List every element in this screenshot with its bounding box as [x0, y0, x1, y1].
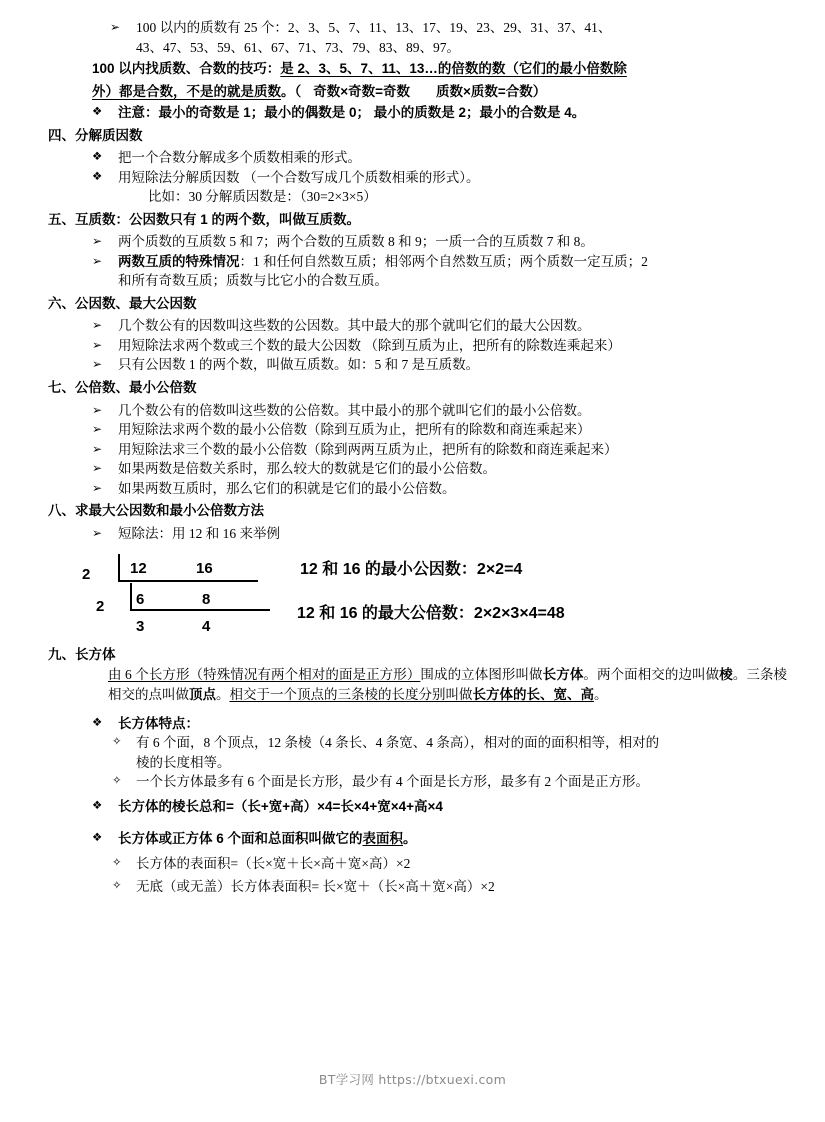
cuboid-feature-0: 有 6 个面，8 个顶点，12 条棱（4 条长、4 条宽、4 条高），相对的面的面积相等，相对的	[136, 735, 660, 751]
arrow-bullet-icon: ➢	[92, 461, 103, 476]
list-item	[0, 252, 825, 272]
list-item	[0, 401, 825, 421]
cuboid-term-3: 顶点	[189, 687, 216, 703]
list-item	[0, 316, 825, 336]
section-5-special-line2: 和所有奇数互质；质数与比它小的合数互质。	[118, 273, 388, 289]
cuboid-feature-1: 一个长方体最多有 6 个面是长方形，最少有 4 个面是长方形，最多有 2 个面是正方形。	[136, 773, 649, 789]
section-7-item-0: 几个数公有的倍数叫这些数的公倍数。其中最小的那个就叫它们的最小公倍数。	[118, 402, 591, 418]
division-equation-1: 12 和 16 的最小公因数：2×2=4	[300, 560, 523, 578]
arrow-bullet-icon: ➢	[92, 357, 103, 372]
division-quotient-right-1: 8	[202, 590, 211, 608]
list-item	[0, 772, 825, 792]
section-title-8: 求最大公因数和最小公倍数方法	[75, 503, 264, 519]
division-divisor-2: 2	[96, 597, 105, 615]
section-number-7: 七、	[48, 379, 75, 395]
cuboid-term-5: 宽、高	[553, 687, 594, 703]
section-heading-5	[0, 207, 825, 233]
cuboid-edge-sum-formula: 长方体的棱长总和=（长+宽+高）×4=长×4+宽×4+高×4	[118, 799, 443, 815]
note-item	[0, 103, 825, 123]
arrow-bullet-icon: ➢	[92, 318, 103, 333]
tip-tail: 。（	[281, 83, 302, 99]
tip-label: 100 以内找质数、合数的技巧：	[92, 60, 281, 76]
list-item	[0, 733, 825, 753]
list-item	[0, 355, 825, 375]
division-horizontal-rule-1	[118, 580, 258, 582]
tip-rule-1: 奇数×奇数=奇数	[313, 83, 411, 99]
list-item	[0, 420, 825, 440]
cuboid-def-text-3: 的边叫做	[664, 667, 720, 683]
tip-underlined-1: 是 2、3、5、7、11、13…的倍数的数（它们的最小倍数除	[280, 60, 627, 76]
section-title-7: 公倍数、最小公倍数	[75, 379, 197, 395]
arrow-bullet-icon: ➢	[92, 422, 103, 437]
short-division-figure	[0, 550, 825, 642]
section-6-item-2: 只有公因数 1 的两个数，叫做互质数。如：5 和 7 是互质数。	[118, 357, 480, 373]
document-content	[0, 18, 825, 897]
surface-area-formula-1: 无底（或无盖）长方体表面积= 长×宽＋（长×高＋宽×高）×2	[136, 879, 495, 895]
arrow-bullet-icon: ➢	[92, 441, 103, 456]
list-item	[0, 336, 825, 356]
cuboid-feature-0-cont: 棱的长度相等。	[136, 754, 231, 770]
cuboid-definition-paragraph	[0, 665, 825, 706]
list-item	[0, 479, 825, 499]
cuboid-def-underlined-1: 由 6 个长方形（特殊情况有两个相对的面是正方形）	[108, 667, 421, 683]
division-horizontal-rule-2	[130, 609, 270, 611]
cuboid-features-label: 长方体特点：	[118, 715, 199, 731]
section-title-6: 公因数、最大公因数	[75, 295, 197, 311]
diamond-bullet-icon: ❖	[92, 798, 103, 813]
list-item	[0, 232, 825, 252]
section-7-item-4: 如果两数互质时，那么它们的积就是它们的最小公倍数。	[118, 480, 456, 496]
diamond-bullet-icon: ❖	[92, 149, 103, 164]
division-quotient-left-2: 3	[136, 617, 145, 635]
cuboid-def-underlined-2: 相交于一个顶点的三条棱的长度分别叫做	[229, 687, 473, 703]
section-4-item-0: 把一个合数分解成多个质数相乘的形式。	[118, 150, 361, 166]
cuboid-term-4: 长方体的长、	[472, 687, 554, 703]
section-number-4: 四、	[48, 127, 75, 143]
section-5-special-text: ：1 和任何自然数互质；相邻两个自然数互质；两个质数一定互质；2	[239, 253, 648, 269]
list-item	[0, 148, 825, 168]
primes-note: 注意：最小的奇数是 1；最小的偶数是 0； 最小的质数是 2；最小的合数是 4。	[118, 105, 586, 121]
primes-line-1: 100 以内的质数有 25 个：2、3、5、7、11、13、17、19、23、29、31、37、41、	[136, 20, 612, 35]
division-dividend-right: 16	[196, 559, 213, 577]
section-heading-7	[0, 375, 825, 401]
division-quotient-left-1: 6	[136, 590, 145, 608]
list-item	[0, 877, 825, 897]
star-bullet-icon: ✧	[112, 878, 122, 893]
list-item	[0, 714, 825, 734]
cuboid-def-text-6: 。	[594, 687, 608, 703]
section-title-9: 长方体	[75, 646, 116, 662]
section-heading-6	[0, 291, 825, 317]
list-item	[0, 440, 825, 460]
list-item	[0, 459, 825, 479]
surface-area-term: 表面积	[362, 831, 404, 847]
prime-composite-tip	[0, 57, 825, 80]
division-quotient-right-2: 4	[202, 617, 211, 635]
cuboid-def-text-1: 围成的立体图形叫做	[420, 667, 543, 683]
section-heading-9	[0, 644, 825, 666]
surface-area-text-1: 长方体或正方体 6 个面和总面积叫做它的	[118, 831, 363, 847]
list-item	[0, 797, 825, 817]
diamond-bullet-icon: ❖	[92, 168, 103, 183]
section-6-item-0: 几个数公有的因数叫这些数的公因数。其中最大的那个就叫它们的最大公因数。	[118, 318, 591, 334]
section-heading-4	[0, 123, 825, 149]
division-equation-2: 12 和 16 的最大公倍数：2×2×3×4=48	[297, 604, 565, 622]
tip-underlined-2: 外）都是合数，不是的就是质数	[92, 83, 281, 99]
surface-area-definition	[118, 829, 825, 849]
diamond-bullet-icon: ❖	[92, 104, 103, 119]
surface-area-text-2: 。	[403, 831, 417, 847]
section-5-item-0: 两个质数的互质数 5 和 7；两个合数的互质数 8 和 9；一质一合的互质数 7 和 8。	[118, 234, 594, 250]
list-item	[0, 524, 825, 544]
arrow-bullet-icon: ➢	[92, 402, 103, 417]
cuboid-term-1: 长方体	[542, 667, 584, 683]
section-heading-8	[0, 498, 825, 524]
arrow-bullet-icon: ➢	[92, 337, 103, 352]
cuboid-def-text-2: 。两个面相交	[583, 667, 665, 683]
list-item	[0, 854, 825, 874]
cuboid-def-text-5: 。	[216, 687, 230, 703]
section-title-5: 互质数：公因数只有 1 的两个数，叫做互质数。	[75, 211, 361, 227]
section-4-item-1: 用短除法分解质因数 （一个合数写成几个质数相乘的形式）。	[118, 169, 480, 185]
list-item	[0, 168, 825, 188]
section-number-6: 六、	[48, 295, 75, 311]
section-7-item-3: 如果两数是倍数关系时，那么较大的数就是它们的最小公倍数。	[118, 461, 496, 477]
arrow-bullet-icon: ➢	[92, 234, 103, 249]
arrow-bullet-icon: ➢	[92, 525, 103, 540]
star-bullet-icon: ✧	[112, 772, 122, 787]
list-item	[0, 18, 825, 38]
section-number-8: 八、	[48, 503, 75, 519]
tip-rule-2: 质数×质数=合数）	[436, 83, 547, 99]
section-number-9: 九、	[48, 646, 75, 662]
star-bullet-icon: ✧	[112, 734, 122, 749]
section-5-special-label: 两数互质的特殊情况	[118, 253, 240, 269]
primes-line-2: 43、47、53、59、61、67、71、73、79、83、89、97。	[136, 39, 460, 55]
arrow-bullet-icon: ➢	[110, 20, 121, 34]
section-4-example: 比如：30 分解质因数是：（30=2×3×5）	[148, 189, 377, 205]
division-vertical-rule-2	[130, 583, 132, 611]
cuboid-term-2: 棱	[719, 667, 733, 683]
section-8-item-0: 短除法：用 12 和 16 来举例	[118, 525, 280, 541]
arrow-bullet-icon: ➢	[92, 253, 103, 268]
section-title-4: 分解质因数	[75, 127, 143, 143]
division-dividend-left: 12	[130, 559, 147, 577]
diamond-bullet-icon: ❖	[92, 830, 103, 845]
surface-area-formula-0: 长方体的表面积=（长×宽＋长×高＋宽×高）×2	[136, 855, 411, 871]
section-5-special	[118, 252, 825, 272]
prime-composite-tip-line2	[0, 80, 825, 103]
section-6-item-1: 用短除法求两个数或三个数的最大公因数 （除到互质为止，把所有的除数连乘起来）	[118, 337, 621, 353]
star-bullet-icon: ✧	[112, 854, 122, 869]
list-item	[0, 829, 825, 849]
division-divisor-1: 2	[82, 565, 91, 583]
section-7-item-1: 用短除法求两个数的最小公倍数（除到互质为止，把所有的除数和商连乘起来）	[118, 422, 591, 438]
diamond-bullet-icon: ❖	[92, 714, 103, 729]
section-number-5: 五、	[48, 211, 75, 227]
arrow-bullet-icon: ➢	[92, 480, 103, 495]
cuboid-def-text-4: 。三条棱相交的点叫做	[108, 667, 788, 703]
section-7-item-2: 用短除法求三个数的最小公倍数（除到两两互质为止，把所有的除数和商连乘起来）	[118, 441, 618, 457]
page-footer: BT学习网 https://btxuexi.com	[318, 1072, 507, 1087]
division-vertical-rule-1	[118, 554, 120, 582]
